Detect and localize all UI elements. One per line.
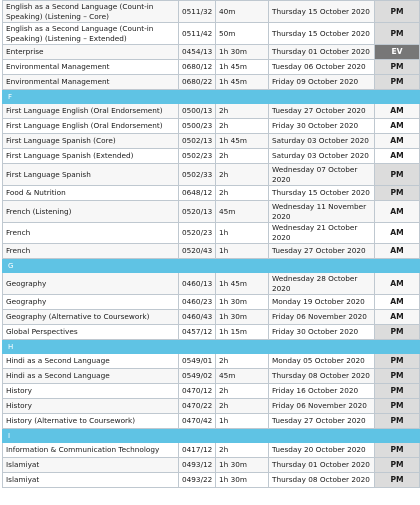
- session-badge: AM: [375, 223, 420, 244]
- session-badge: PM: [375, 458, 420, 473]
- session-badge: PM: [375, 325, 420, 340]
- code-cell: 0511/32: [179, 1, 216, 23]
- section-letter: F: [3, 90, 420, 104]
- date-cell: Friday 09 October 2020: [269, 75, 375, 90]
- duration-cell: 1h 45m: [216, 273, 269, 295]
- table-row: [3, 223, 420, 244]
- duration-cell: 1h 30m: [216, 473, 269, 488]
- session-badge: PM: [375, 75, 420, 90]
- table-row: [3, 414, 420, 429]
- code-cell: 0460/43: [179, 310, 216, 325]
- session-badge: AM: [375, 201, 420, 223]
- table-row: [3, 164, 420, 186]
- duration-cell: 2h: [216, 384, 269, 399]
- table-row: [3, 443, 420, 458]
- session-badge: PM: [375, 354, 420, 369]
- duration-cell: 1h: [216, 414, 269, 429]
- subject-cell: Environmental Management: [3, 60, 179, 75]
- date-cell: Friday 30 October 2020: [269, 325, 375, 340]
- subject-cell: French: [3, 223, 179, 244]
- session-badge: AM: [375, 119, 420, 134]
- date-cell: Friday 06 November 2020: [269, 310, 375, 325]
- subject-cell: Geography: [3, 295, 179, 310]
- session-badge: AM: [375, 244, 420, 259]
- table-row: [3, 119, 420, 134]
- code-cell: 0520/13: [179, 201, 216, 223]
- duration-cell: 1h 30m: [216, 295, 269, 310]
- subject-cell: Geography (Alternative to Coursework): [3, 310, 179, 325]
- subject-cell: Islamiyat: [3, 458, 179, 473]
- code-cell: 0417/12: [179, 443, 216, 458]
- duration-cell: 1h 45m: [216, 75, 269, 90]
- section-header: [3, 340, 420, 354]
- duration-cell: 1h: [216, 223, 269, 244]
- section-header: [3, 429, 420, 443]
- table-row: [3, 1, 420, 23]
- table-row: [3, 23, 420, 45]
- session-badge: PM: [375, 23, 420, 45]
- code-cell: 0502/33: [179, 164, 216, 186]
- session-badge: AM: [375, 295, 420, 310]
- table-row: [3, 45, 420, 60]
- session-badge: AM: [375, 273, 420, 295]
- table-row: [3, 244, 420, 259]
- subject-cell: First Language English (Oral Endorsement): [3, 119, 179, 134]
- duration-cell: 1h 45m: [216, 134, 269, 149]
- duration-cell: 1h 30m: [216, 310, 269, 325]
- timetable-body: [3, 1, 420, 488]
- code-cell: 0460/13: [179, 273, 216, 295]
- date-cell: Tuesday 06 October 2020: [269, 60, 375, 75]
- subject-cell: Enterprise: [3, 45, 179, 60]
- duration-cell: 1h: [216, 244, 269, 259]
- session-badge: AM: [375, 104, 420, 119]
- date-cell: Wednesday 11 November 2020: [269, 201, 375, 223]
- table-row: [3, 325, 420, 340]
- table-row: [3, 473, 420, 488]
- exam-timetable: [2, 0, 420, 488]
- session-badge: PM: [375, 60, 420, 75]
- subject-cell: First Language Spanish (Extended): [3, 149, 179, 164]
- code-cell: 0460/23: [179, 295, 216, 310]
- session-badge: AM: [375, 310, 420, 325]
- session-badge: PM: [375, 473, 420, 488]
- section-letter: H: [3, 340, 420, 354]
- code-cell: 0454/13: [179, 45, 216, 60]
- duration-cell: 50m: [216, 23, 269, 45]
- duration-cell: 2h: [216, 149, 269, 164]
- table-row: [3, 369, 420, 384]
- date-cell: Thursday 15 October 2020: [269, 186, 375, 201]
- code-cell: 0520/23: [179, 223, 216, 244]
- table-row: [3, 201, 420, 223]
- subject-cell: English as a Second Language (Count-in Speaking) (Listening – Core): [3, 1, 179, 23]
- section-header: [3, 90, 420, 104]
- table-row: [3, 75, 420, 90]
- session-badge: PM: [375, 384, 420, 399]
- subject-cell: English as a Second Language (Count-in Speaking) (Listening – Extended): [3, 23, 179, 45]
- subject-cell: First Language Spanish: [3, 164, 179, 186]
- date-cell: Monday 19 October 2020: [269, 295, 375, 310]
- duration-cell: 1h 30m: [216, 458, 269, 473]
- date-cell: Saturday 03 October 2020: [269, 149, 375, 164]
- duration-cell: 45m: [216, 369, 269, 384]
- duration-cell: 2h: [216, 119, 269, 134]
- subject-cell: Global Perspectives: [3, 325, 179, 340]
- session-badge: PM: [375, 414, 420, 429]
- session-badge: PM: [375, 164, 420, 186]
- duration-cell: 2h: [216, 399, 269, 414]
- subject-cell: Information & Communication Technology: [3, 443, 179, 458]
- code-cell: 0511/42: [179, 23, 216, 45]
- subject-cell: History (Alternative to Coursework): [3, 414, 179, 429]
- date-cell: Thursday 15 October 2020: [269, 1, 375, 23]
- duration-cell: 40m: [216, 1, 269, 23]
- duration-cell: 45m: [216, 201, 269, 223]
- subject-cell: Food & Nutrition: [3, 186, 179, 201]
- session-badge: PM: [375, 443, 420, 458]
- duration-cell: 2h: [216, 186, 269, 201]
- section-letter: G: [3, 259, 420, 273]
- code-cell: 0680/12: [179, 60, 216, 75]
- table-row: [3, 134, 420, 149]
- duration-cell: 1h 30m: [216, 45, 269, 60]
- code-cell: 0470/22: [179, 399, 216, 414]
- session-badge: PM: [375, 399, 420, 414]
- subject-cell: Hindi as a Second Language: [3, 369, 179, 384]
- table-row: [3, 399, 420, 414]
- table-row: [3, 384, 420, 399]
- session-badge: AM: [375, 149, 420, 164]
- code-cell: 0502/23: [179, 149, 216, 164]
- date-cell: Thursday 15 October 2020: [269, 23, 375, 45]
- code-cell: 0493/12: [179, 458, 216, 473]
- date-cell: Thursday 08 October 2020: [269, 473, 375, 488]
- code-cell: 0648/12: [179, 186, 216, 201]
- date-cell: Monday 05 October 2020: [269, 354, 375, 369]
- code-cell: 0470/12: [179, 384, 216, 399]
- code-cell: 0500/13: [179, 104, 216, 119]
- date-cell: Friday 16 October 2020: [269, 384, 375, 399]
- code-cell: 0549/02: [179, 369, 216, 384]
- table-row: [3, 104, 420, 119]
- subject-cell: First Language Spanish (Core): [3, 134, 179, 149]
- code-cell: 0549/01: [179, 354, 216, 369]
- date-cell: Wednesday 28 October 2020: [269, 273, 375, 295]
- subject-cell: French (Listening): [3, 201, 179, 223]
- date-cell: Wednesday 07 October 2020: [269, 164, 375, 186]
- table-row: [3, 458, 420, 473]
- date-cell: Tuesday 20 October 2020: [269, 443, 375, 458]
- duration-cell: 2h: [216, 164, 269, 186]
- subject-cell: Hindi as a Second Language: [3, 354, 179, 369]
- date-cell: Tuesday 27 October 2020: [269, 414, 375, 429]
- session-badge: PM: [375, 1, 420, 23]
- section-letter: I: [3, 429, 420, 443]
- date-cell: Thursday 01 October 2020: [269, 45, 375, 60]
- code-cell: 0457/12: [179, 325, 216, 340]
- session-badge: PM: [375, 369, 420, 384]
- code-cell: 0502/13: [179, 134, 216, 149]
- date-cell: Tuesday 27 October 2020: [269, 244, 375, 259]
- date-cell: Tuesday 27 October 2020: [269, 104, 375, 119]
- date-cell: Friday 06 November 2020: [269, 399, 375, 414]
- code-cell: 0470/42: [179, 414, 216, 429]
- subject-cell: History: [3, 384, 179, 399]
- code-cell: 0500/23: [179, 119, 216, 134]
- duration-cell: 2h: [216, 104, 269, 119]
- table-row: [3, 295, 420, 310]
- duration-cell: 1h 45m: [216, 60, 269, 75]
- date-cell: Saturday 03 October 2020: [269, 134, 375, 149]
- subject-cell: First Language English (Oral Endorsement): [3, 104, 179, 119]
- date-cell: Thursday 01 October 2020: [269, 458, 375, 473]
- table-row: [3, 149, 420, 164]
- duration-cell: 2h: [216, 443, 269, 458]
- table-row: [3, 60, 420, 75]
- subject-cell: Islamiyat: [3, 473, 179, 488]
- subject-cell: French: [3, 244, 179, 259]
- duration-cell: 2h: [216, 354, 269, 369]
- code-cell: 0493/22: [179, 473, 216, 488]
- table-row: [3, 354, 420, 369]
- date-cell: Wednesday 21 October 2020: [269, 223, 375, 244]
- section-header: [3, 259, 420, 273]
- code-cell: 0520/43: [179, 244, 216, 259]
- table-row: [3, 186, 420, 201]
- code-cell: 0680/22: [179, 75, 216, 90]
- table-row: [3, 273, 420, 295]
- table-row: [3, 310, 420, 325]
- date-cell: Thursday 08 October 2020: [269, 369, 375, 384]
- session-badge: AM: [375, 134, 420, 149]
- date-cell: Friday 30 October 2020: [269, 119, 375, 134]
- session-badge: PM: [375, 186, 420, 201]
- session-badge: EV: [375, 45, 420, 60]
- subject-cell: History: [3, 399, 179, 414]
- duration-cell: 1h 15m: [216, 325, 269, 340]
- subject-cell: Environmental Management: [3, 75, 179, 90]
- subject-cell: Geography: [3, 273, 179, 295]
